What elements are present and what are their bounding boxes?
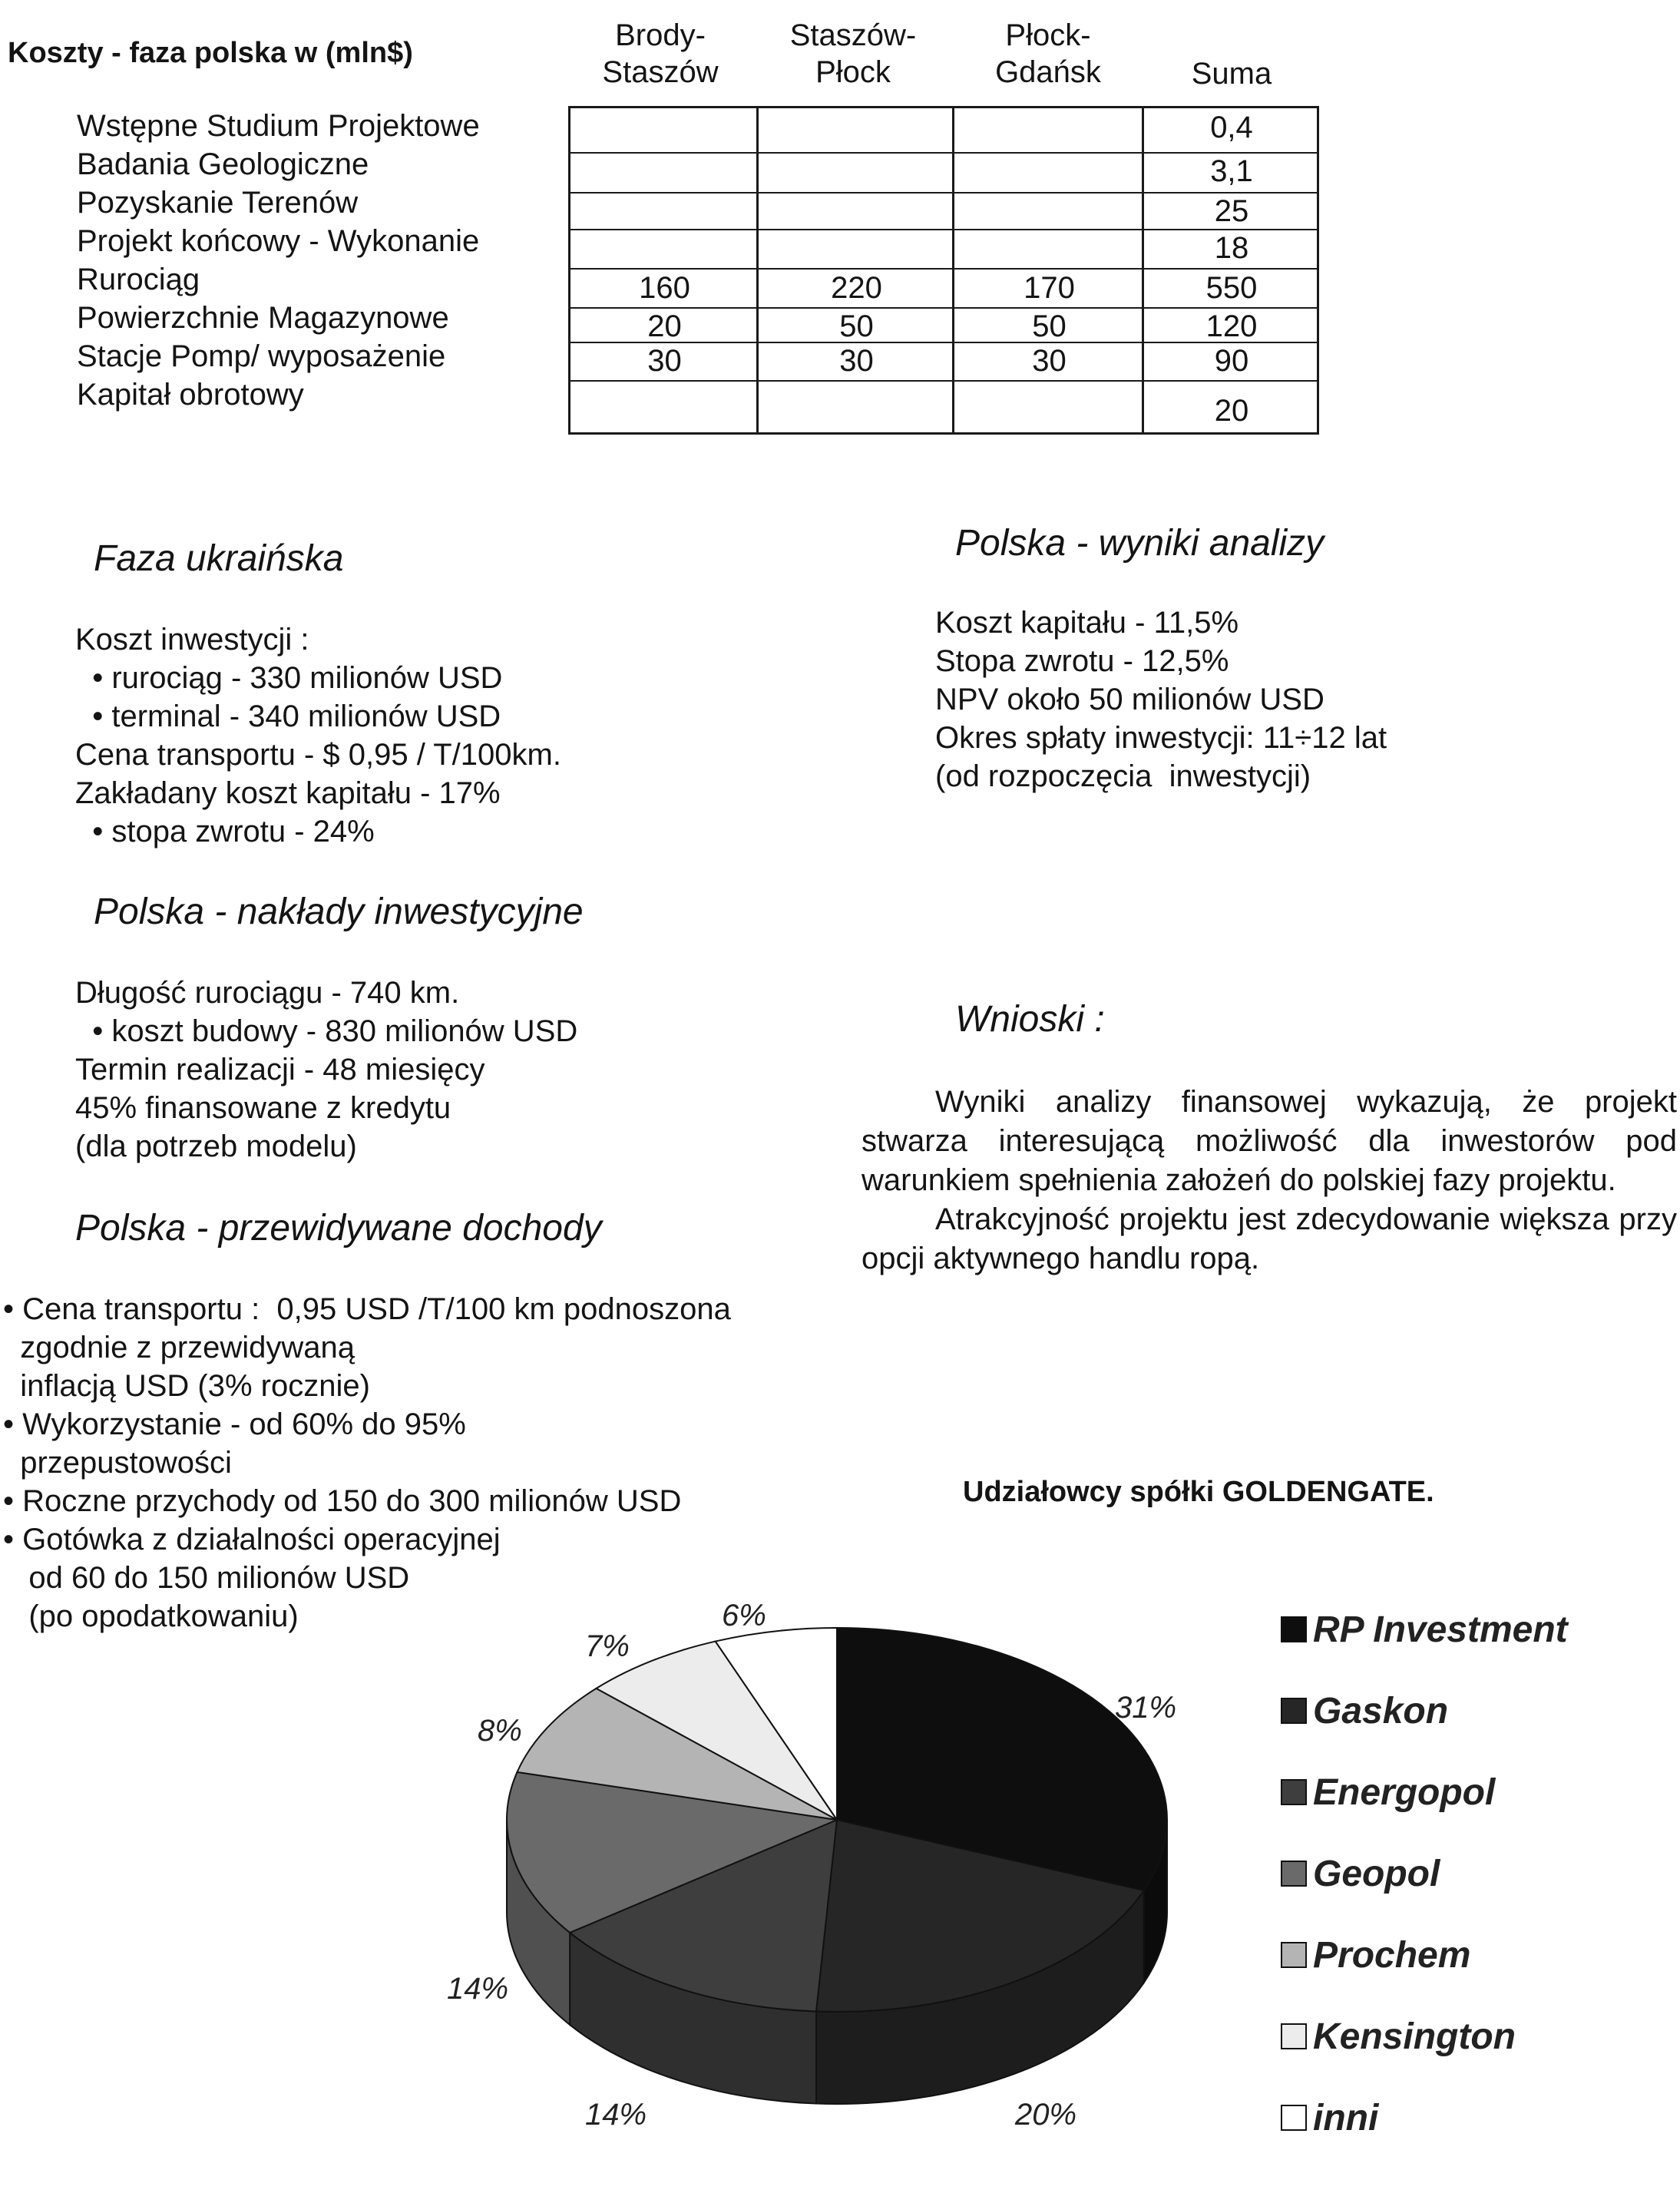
conclusions-paragraph-2: Atrakcyjność projektu jest zdecydowanie większa przy opcji aktywnego handlu ropą. [861,1202,1677,1275]
income-line: od 60 do 150 milionów USD [3,1561,410,1595]
legend-item-gaskon [1281,1688,1448,1734]
conclusions-heading: Wnioski : [955,999,1105,1040]
cost-title: Koszty - faza polska w (mln$) [8,37,413,69]
income-line: przepustowości [3,1446,232,1480]
column-header-staszow-plock: Staszów- Płock [789,18,917,89]
chart-title: Udziałowcy spółki GOLDENGATE. [963,1476,1434,1508]
investment-line: Długość rurociągu - 740 km. [75,976,460,1010]
cost-cell [570,108,759,147]
income-line: • Cena transportu : 0,95 USD /T/100 km podnoszona [3,1292,731,1326]
cost-cell: 30 [839,344,874,378]
cost-row-label: Projekt końcowy - Wykonanie [77,224,480,258]
cost-cell [759,192,954,230]
income-line: (po opodatkowaniu) [3,1599,299,1633]
investment-line: • koszt budowy - 830 milionów USD [75,1014,578,1048]
cost-cell [759,392,954,430]
legend-item-inni [1281,2095,1378,2141]
cost-row-label: Stacje Pomp/ wyposażenie [77,339,446,373]
pie-label-gaskon: 20% [1015,2098,1077,2132]
income-line: • Roczne przychody od 150 do 300 milionów USD [3,1484,682,1518]
cost-cell: 120 [1205,309,1258,343]
income-line: • Wykorzystanie - od 60% do 95% [3,1407,466,1441]
results-line: (od rozpoczęcia inwestycji) [935,759,1311,793]
cost-cell [759,152,954,190]
legend-label: Gaskon [1313,1690,1449,1732]
cost-cell [759,108,954,147]
pie-chart [461,1597,1229,2181]
legend-label: Energopol [1313,1771,1496,1813]
legend-item-energopol [1281,1769,1495,1815]
investment-line: (dla potrzeb modelu) [75,1130,357,1163]
cost-cell: 25 [1214,194,1249,228]
investment-list [75,974,577,1166]
pie-label-rp-investment: 31% [1115,1691,1177,1725]
ukraine-list [75,620,561,851]
pie-label-inni: 6% [722,1599,766,1632]
legend-label: Prochem [1313,1934,1471,1976]
investment-line: Termin realizacji - 48 miesięcy [75,1053,485,1087]
column-header-plock-gdansk: Płock- Gdańsk [995,18,1101,89]
cost-cell [570,229,759,267]
income-line: inflacją USD (3% rocznie) [3,1369,370,1403]
investment-line: 45% finansowane z kredytu [75,1091,451,1125]
cost-cell [759,229,954,267]
legend-item-kensington [1281,2013,1516,2059]
investment-heading: Polska - nakłady inwestycyjne [94,891,584,932]
legend-item-rp-investment [1281,1606,1568,1652]
legend-swatch [1281,2023,1307,2049]
ukraine-line: Cena transportu - $ 0,95 / T/100km. [75,738,561,772]
pie-label-energopol: 14% [585,2098,647,2132]
cost-cell [954,392,1144,430]
legend-swatch [1281,2105,1307,2131]
legend-label: Geopol [1313,1853,1440,1894]
cost-cell [570,192,759,230]
legend-item-prochem [1281,1932,1470,1978]
ukraine-line: • terminal - 340 milionów USD [75,700,501,733]
column-header-suma: Suma [1191,57,1272,91]
cost-cell: 30 [647,344,682,378]
results-heading: Polska - wyniki analizy [955,523,1324,564]
ukraine-heading: Faza ukraińska [94,538,344,579]
cost-row-label: Badania Geologiczne [77,147,369,181]
income-list [3,1290,731,1636]
income-line: • Gotówka z działalności operacyjnej [3,1523,501,1556]
pie-label-geopol: 14% [447,1972,509,2006]
cost-cell: 50 [1032,309,1067,343]
conclusions-paragraph-1: Wyniki analizy finansowej wykazują, że projekt stwarza interesującą możliwość dla inwestorów pod warunkiem spełnienia założeń do polskiej fazy projektu. [861,1085,1677,1197]
cost-cell [570,392,759,430]
cost-cell: 50 [839,309,874,343]
pie-label-prochem: 8% [478,1714,522,1748]
pie-label-kensington: 7% [585,1629,630,1663]
results-list [935,604,1387,796]
ukraine-line: • rurociąg - 330 milionów USD [75,661,503,695]
ukraine-line: Zakładany koszt kapitału - 17% [75,776,501,810]
results-line: Stopa zwrotu - 12,5% [935,644,1229,678]
cost-cell: 550 [1205,271,1258,305]
cost-cell: 20 [1214,394,1249,428]
cost-cell [954,192,1144,230]
cost-cell: 3,1 [1210,154,1253,188]
cost-cell: 170 [1024,271,1075,305]
cost-cell: 18 [1214,231,1249,265]
results-line: Okres spłaty inwestycji: 11÷12 lat [935,721,1387,755]
cost-cell [570,152,759,190]
cost-cell [954,229,1144,267]
cost-cell: 90 [1214,344,1249,378]
legend-swatch [1281,1942,1307,1968]
results-line: NPV około 50 milionów USD [935,683,1324,716]
cost-cell [954,152,1144,190]
cost-row-label: Rurociąg [77,263,200,296]
legend-swatch [1281,1698,1307,1724]
cost-row-label: Kapitał obrotowy [77,378,304,412]
ukraine-line: Koszt inwestycji : [75,623,309,657]
legend-label: Kensington [1313,2016,1516,2057]
cost-cell: 0,4 [1210,111,1253,144]
legend-swatch [1281,1779,1307,1805]
income-line: zgodnie z przewidywaną [3,1331,356,1364]
cost-cell: 20 [647,309,682,343]
cost-cell: 160 [639,271,690,305]
legend-label: inni [1313,2097,1379,2138]
legend-label: RP Investment [1313,1609,1568,1650]
income-heading: Polska - przewidywane dochody [75,1208,602,1249]
cost-row-label: Pozyskanie Terenów [77,186,359,220]
cost-cell: 220 [831,271,882,305]
legend-swatch [1281,1616,1307,1642]
legend-swatch [1281,1861,1307,1887]
cost-row-label: Powierzchnie Magazynowe [77,301,449,335]
ukraine-line: • stopa zwrotu - 24% [75,815,375,848]
cost-cell: 30 [1032,344,1067,378]
cost-row-label: Wstępne Studium Projektowe [77,109,480,143]
results-line: Koszt kapitału - 11,5% [935,606,1239,640]
legend-item-geopol [1281,1851,1440,1897]
column-header-brody-staszow: Brody- Staszów [602,18,719,89]
cost-cell [954,108,1144,147]
